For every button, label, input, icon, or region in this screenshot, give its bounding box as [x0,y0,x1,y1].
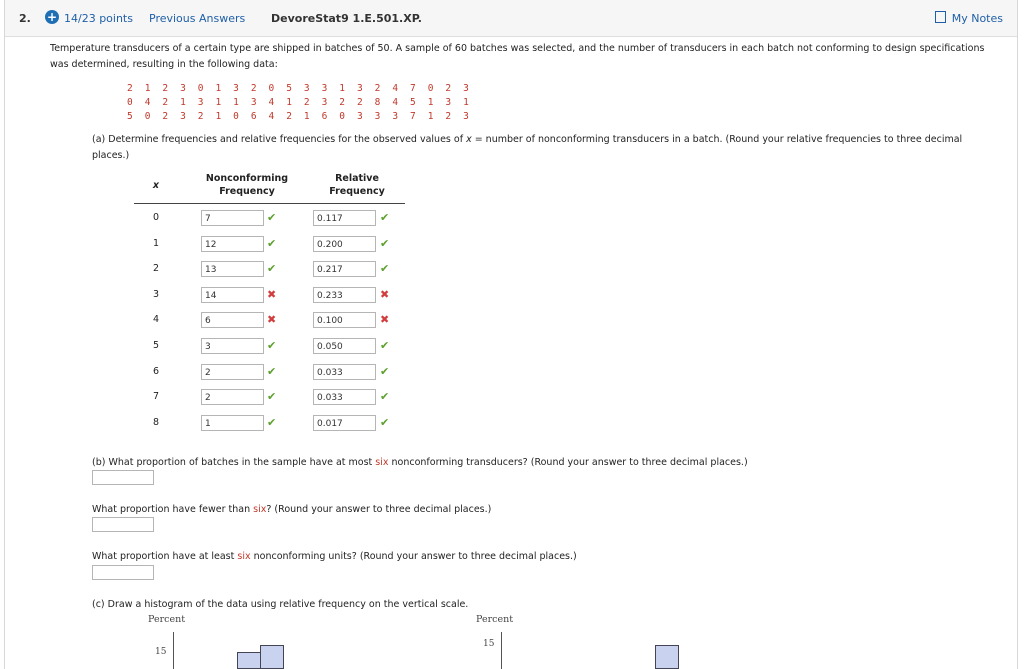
header-rule [134,203,405,204]
data-row [127,96,481,110]
data-value: 4 [268,111,275,122]
row-x-value: 8 [152,416,160,428]
points-link[interactable]: 14/23 points [64,12,133,25]
data-value: 1 [144,83,151,94]
correct-check-icon: ✔ [267,415,277,429]
data-value: 6 [250,111,257,122]
frequency-input[interactable]: 6 [201,312,264,328]
data-value: 1 [427,97,434,108]
histogram-left-tick: 15 [155,647,167,657]
data-grid [127,82,481,124]
data-value: 1 [339,83,345,94]
histogram-right-tick: 15 [483,639,495,649]
data-value: 4 [392,97,399,108]
data-value: 2 [303,97,310,108]
data-value: 3 [233,83,239,94]
data-value: 5 [127,111,133,122]
col-header-relative-frequency: Relative Frequency [329,173,385,197]
histogram-left-y-axis [173,632,174,669]
data-value: 7 [410,111,416,122]
row-x-value: 2 [152,263,160,275]
data-value: 0 [197,83,204,94]
correct-check-icon: ✔ [267,262,277,276]
data-value: 3 [356,83,363,94]
data-value: 0 [339,111,345,122]
data-value: 2 [197,111,204,122]
data-value: 0 [127,97,133,108]
histogram-bar[interactable] [260,645,284,669]
row-x-value: 0 [152,212,160,223]
question-number: 2. [19,12,31,25]
part-a-prefix: (a) Determine frequencies and relative frequencies for the observed values of [92,134,467,145]
data-value: 4 [144,97,151,108]
data-value: 8 [374,97,381,108]
data-value: 1 [215,97,222,108]
answer-input-fewer-than-six[interactable] [92,517,154,532]
data-value: 2 [162,83,169,94]
part-a-suffix: = number of nonconforming transducers in a batch. (Round your relative frequencies to three decimal places.) [92,134,963,161]
correct-check-icon: ✔ [380,262,390,276]
correct-check-icon: ✔ [267,211,277,224]
frequency-input[interactable]: 7 [201,210,264,226]
histogram-bar[interactable] [237,652,261,669]
frequency-input[interactable]: 13 [201,261,264,277]
part-a-var: x [466,134,472,145]
correct-check-icon: ✔ [380,364,390,378]
data-value: 3 [303,83,310,94]
incorrect-x-icon: ✖ [267,313,277,327]
data-value: 2 [339,97,345,108]
correct-check-icon: ✔ [267,236,277,250]
data-value: 1 [233,97,239,108]
data-value: 3 [180,83,186,94]
problem-intro: Temperature transducers of a certain type are shipped in batches of 50. A sample of 60 batches was selected, and the number of transducers in each batch not conforming to design specifications was determined, resulting in the following data: [50,43,985,70]
data-value: 1 [427,111,434,122]
my-notes-label: My Notes [951,12,1003,25]
incorrect-x-icon: ✖ [380,313,390,327]
frequency-input[interactable]: 2 [201,389,264,405]
data-value: 1 [180,97,186,108]
data-value: 3 [445,97,452,108]
row-x-value: 4 [152,314,160,326]
incorrect-x-icon: ✖ [267,287,277,301]
part-b-question-2: What proportion have fewer than six? (Round your answer to three decimal places.) [92,504,492,515]
relative-frequency-input[interactable]: 0.200 [313,236,376,252]
data-value: 4 [392,83,399,94]
relative-frequency-input[interactable]: 0.100 [313,312,376,328]
problem-code: DevoreStat9 1.E.501.XP. [271,12,422,25]
data-value: 2 [356,97,363,108]
data-value: 0 [268,83,275,94]
data-value: 2 [445,111,452,122]
data-value: 2 [250,83,257,94]
data-value: 2 [445,83,452,94]
data-value: 2 [374,83,381,94]
histogram-left-y-label: Percent [148,614,186,625]
data-value: 3 [356,111,363,122]
correct-check-icon: ✔ [267,390,277,404]
frequency-input[interactable]: 3 [201,338,264,354]
previous-answers-link[interactable]: Previous Answers [149,12,246,25]
relative-frequency-input[interactable]: 0.050 [313,338,376,354]
data-value: 0 [427,83,434,94]
answer-input-at-most-six[interactable] [92,470,154,485]
row-x-value: 1 [152,237,160,249]
col-header-x: x [152,180,160,191]
row-x-value: 3 [152,288,160,300]
expand-plus-icon[interactable]: + [46,10,58,24]
data-value: 3 [321,97,328,108]
data-value: 5 [410,97,416,108]
data-value: 3 [197,97,204,108]
part-c-prompt: (c) Draw a histogram of the data using relative frequency on the vertical scale. [92,599,469,610]
data-value: 3 [180,111,186,122]
frequency-input[interactable]: 2 [201,364,264,380]
data-value: 3 [250,97,257,108]
data-value: 7 [410,83,416,94]
notes-icon [935,11,946,23]
relative-frequency-input[interactable]: 0.033 [313,364,376,380]
histogram-right-y-label: Percent [476,614,514,625]
relative-frequency-input[interactable]: 0.117 [313,210,376,226]
correct-check-icon: ✔ [380,415,390,429]
row-x-value: 6 [152,365,160,377]
row-x-value: 7 [152,391,160,403]
part-b-question-1: (b) What proportion of batches in the sample have at most six nonconforming transducers? (Round your answer to three decimal places.) [92,457,748,468]
correct-check-icon: ✔ [380,236,390,250]
data-value: 1 [463,97,469,108]
my-notes-button[interactable] [935,11,1003,25]
data-value: 2 [162,97,169,108]
data-value: 6 [321,111,328,122]
part-b-question-3: What proportion have at least six nonconforming units? (Round your answer to three decimal places.) [92,551,577,562]
data-value: 3 [463,83,469,94]
data-row [127,82,481,96]
data-value: 0 [233,111,239,122]
relative-frequency-input[interactable]: 0.217 [313,261,376,277]
data-value: 0 [144,111,151,122]
relative-frequency-input[interactable]: 0.233 [313,287,376,303]
data-row [127,110,481,124]
data-value: 3 [463,111,469,122]
question-header [5,0,1017,37]
data-value: 2 [162,111,169,122]
relative-frequency-input[interactable]: 0.017 [313,415,376,431]
data-value: 3 [392,111,399,122]
data-value: 3 [374,111,381,122]
correct-check-icon: ✔ [267,364,277,378]
col-header-frequency: Nonconforming Frequency [205,173,289,197]
incorrect-x-icon: ✖ [380,287,390,301]
data-value: 4 [268,97,275,108]
data-value: 1 [215,83,222,94]
data-value: 2 [286,111,292,122]
answer-input-at-least-six[interactable] [92,565,154,580]
correct-check-icon: ✔ [380,339,390,352]
histogram-bar[interactable] [655,645,679,669]
part-a-prompt [92,132,992,164]
correct-check-icon: ✔ [267,339,277,352]
data-value: 5 [286,83,292,94]
correct-check-icon: ✔ [380,390,390,404]
frequency-input[interactable]: 14 [201,287,264,303]
data-value: 2 [127,83,133,94]
frequency-input[interactable]: 12 [201,236,264,252]
row-x-value: 5 [152,340,160,351]
correct-check-icon: ✔ [380,211,390,224]
data-value: 1 [286,97,292,108]
relative-frequency-input[interactable]: 0.033 [313,389,376,405]
frequency-input[interactable]: 1 [201,415,264,431]
data-value: 1 [303,111,310,122]
data-value: 1 [215,111,222,122]
histogram-right-y-axis [501,632,502,669]
data-value: 3 [321,83,328,94]
